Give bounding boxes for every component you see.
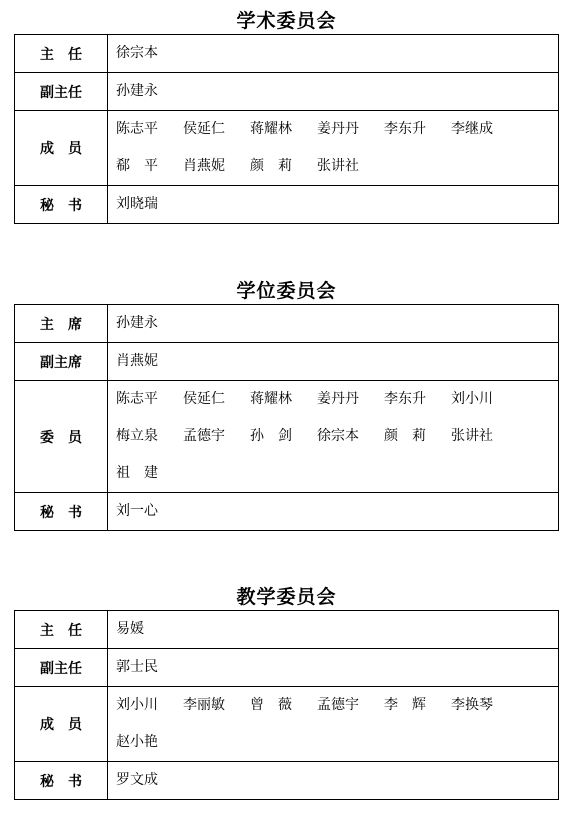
role-label: 秘 书 (15, 186, 108, 224)
role-label: 委 员 (15, 381, 108, 493)
role-label: 主 席 (15, 305, 108, 343)
role-label: 秘 书 (15, 762, 108, 800)
member-list (108, 649, 559, 687)
member-name: 赵小艳 (116, 734, 158, 750)
member-list (108, 687, 559, 762)
member-name: 肖燕妮 (183, 158, 225, 174)
member-name: 刘小川 (451, 391, 493, 407)
member-name: 孙 剑 (250, 428, 292, 444)
table-row (15, 381, 559, 493)
member-name: 蒋耀林 (250, 391, 292, 407)
member-list (108, 35, 559, 73)
member-list (108, 611, 559, 649)
committee-table (14, 34, 559, 224)
member-name: 姜丹丹 (317, 121, 359, 137)
member-list (108, 343, 559, 381)
committee-title: 教学委员会 (236, 586, 337, 608)
role-label: 副主任 (15, 73, 108, 111)
member-name: 陈志平 (116, 121, 158, 137)
member-name: 李换琴 (451, 697, 493, 713)
member-list (108, 762, 559, 800)
table-row (15, 305, 559, 343)
member-name: 刘小川 (116, 697, 158, 713)
member-name: 郗 平 (116, 158, 158, 174)
member-name: 颜 莉 (384, 428, 426, 444)
table-row (15, 186, 559, 224)
member-name: 祖 建 (116, 465, 158, 481)
role-label: 副主席 (15, 343, 108, 381)
committee-teaching (14, 584, 559, 800)
member-name: 肖燕妮 (116, 353, 158, 369)
member-name: 郭士民 (116, 659, 158, 675)
committee-academic (14, 8, 559, 224)
member-name: 刘晓瑞 (116, 196, 158, 212)
role-label: 主 任 (15, 611, 108, 649)
member-name: 梅立泉 (116, 428, 158, 444)
role-label: 主 任 (15, 35, 108, 73)
member-name: 徐宗本 (317, 428, 359, 444)
committee-degree (14, 278, 559, 531)
committee-title: 学术委员会 (236, 10, 337, 32)
table-row (15, 762, 559, 800)
member-name: 张讲社 (317, 158, 359, 174)
role-label: 成 员 (15, 111, 108, 186)
role-label: 副主任 (15, 649, 108, 687)
member-name: 李东升 (384, 391, 426, 407)
table-row (15, 611, 559, 649)
table-row (15, 111, 559, 186)
role-label: 成 员 (15, 687, 108, 762)
member-name: 易媛 (116, 621, 144, 637)
table-row (15, 343, 559, 381)
table-row (15, 687, 559, 762)
committee-title: 学位委员会 (236, 280, 337, 302)
member-list (108, 381, 559, 493)
member-name: 李东升 (384, 121, 426, 137)
member-name: 孙建永 (116, 83, 158, 99)
committee-table (14, 610, 559, 800)
member-list (108, 493, 559, 531)
member-name: 蒋耀林 (250, 121, 292, 137)
table-row (15, 35, 559, 73)
member-name: 李继成 (451, 121, 493, 137)
committee-table (14, 304, 559, 531)
member-name: 曾 薇 (250, 697, 292, 713)
table-row (15, 73, 559, 111)
member-name: 刘一心 (116, 503, 158, 519)
member-name: 孟德宇 (317, 697, 359, 713)
member-name: 张讲社 (451, 428, 493, 444)
member-name: 徐宗本 (116, 45, 158, 61)
member-list (108, 111, 559, 186)
member-name: 李丽敏 (183, 697, 225, 713)
member-list (108, 73, 559, 111)
role-label: 秘 书 (15, 493, 108, 531)
member-name: 侯延仁 (183, 391, 225, 407)
table-row (15, 649, 559, 687)
table-row (15, 493, 559, 531)
member-name: 侯延仁 (183, 121, 225, 137)
member-name: 姜丹丹 (317, 391, 359, 407)
member-name: 孙建永 (116, 315, 158, 331)
member-name: 陈志平 (116, 391, 158, 407)
member-list (108, 186, 559, 224)
member-name: 孟德宇 (183, 428, 225, 444)
member-name: 罗文成 (116, 772, 158, 788)
member-name: 李 辉 (384, 697, 426, 713)
member-name: 颜 莉 (250, 158, 292, 174)
member-list (108, 305, 559, 343)
